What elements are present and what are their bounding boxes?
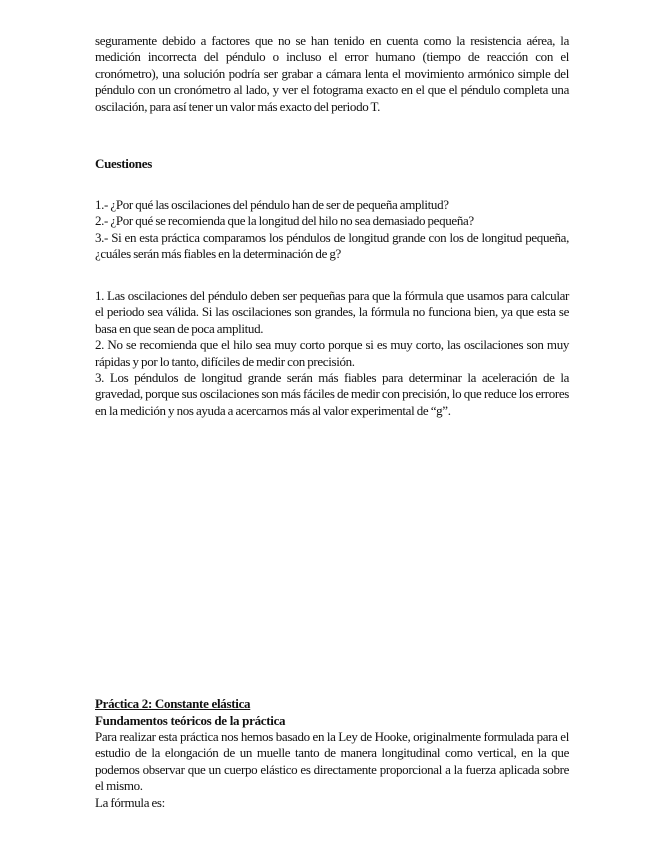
questions-list [95, 197, 569, 263]
answer-2: 2. No se recomienda que el hilo sea muy corto porque si es muy corto, las oscilaciones son muy rápidas y por lo tanto, difíciles de medir con precisión. [95, 337, 569, 369]
formula-intro: La fórmula es: [95, 794, 165, 810]
answers-list [95, 288, 569, 419]
question-1: 1.- ¿Por qué las oscilaciones del péndulo han de ser de pequeña amplitud? [95, 197, 449, 212]
question-3: 3.- Si en esta práctica comparamos los péndulos de longitud grande con los de longitud pequeña, ¿cuáles serán más fiables en la determinación de g? [95, 229, 569, 262]
intro-paragraph: seguramente debido a factores que no se han tenido en cuenta como la resistencia aérea, la medición incorrecta del péndulo o incluso el error humano (tiempo de reacción con el cronómetro), una solución podría ser grabar a cámara lenta el movimiento armónico simple del péndulo con un cronómetro al lado, y ver el fotograma exacto en el que el péndulo completa una oscilación, para así tener un valor más exacto del periodo T. [95, 33, 569, 114]
question-2: 2.- ¿Por qué se recomienda que la longitud del hilo no sea demasiado pequeña? [95, 213, 474, 229]
practica2-title: Práctica 2: Constante elástica [95, 696, 251, 711]
practica2-subtitle: Fundamentos teóricos de la práctica [95, 713, 286, 728]
answer-3: 3. Los péndulos de longitud grande serán más fiables para determinar la aceleración de la gravedad, porque sus oscilaciones son más fáciles de medir con precisión, lo que reduce los errores en la medición y nos ayuda a acercarnos más al valor experimental de “g”. [95, 370, 569, 418]
answer-1: 1. Las oscilaciones del péndulo deben ser pequeñas para que la fórmula que usamos para calcular el periodo sea válida. Si las oscilaciones son grandes, la fórmula no funciona bien, ya que esta se basa en que sean de poca amplitud. [95, 288, 569, 336]
cuestiones-heading: Cuestiones [95, 156, 152, 171]
practica2-paragraph: Para realizar esta práctica nos hemos basado en la Ley de Hooke, originalmente formulada para el estudio de la elongación de un muelle tanto de manera longitudinal como vertical, en la que podemos observar que un cuerpo elástico es directamente proporcional a la fuerza aplicada sobre el mismo. La fórmula es: [95, 729, 569, 810]
